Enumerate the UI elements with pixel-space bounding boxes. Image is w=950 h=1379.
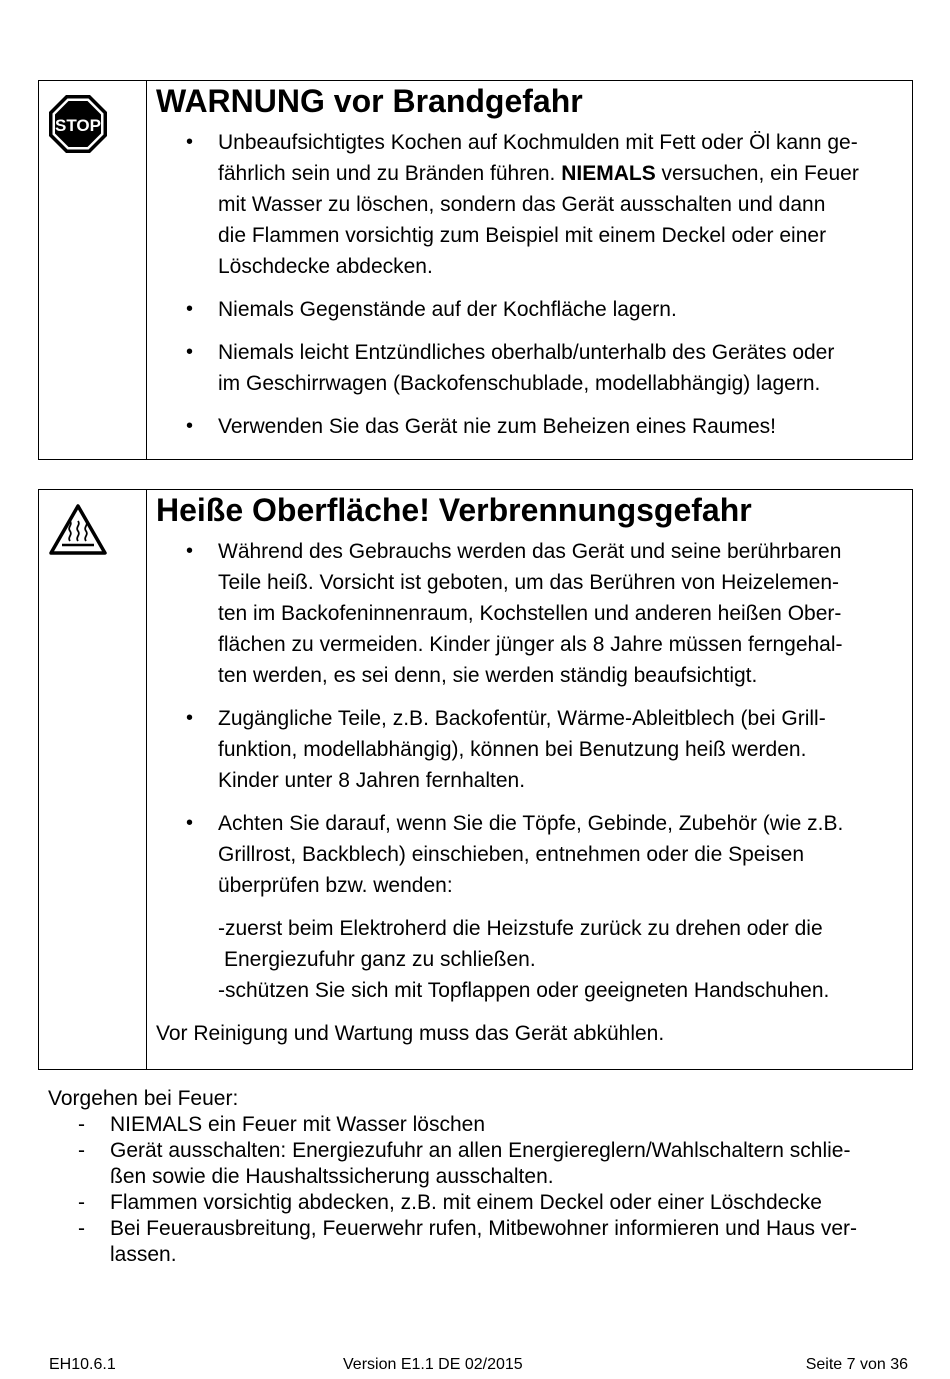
- hot-icon-column: [39, 490, 147, 1069]
- list-item: - Gerät ausschalten: Energiezufuhr an allen Energiereglern/Wahlschaltern schlie- ßen sowie die Haushaltssicherung ausschalten.: [48, 1138, 918, 1190]
- sub-instruction: -schützen Sie sich mit Topflappen oder geeigneten Handschuhen.: [218, 979, 830, 1002]
- list-item: - NIEMALS ein Feuer mit Wasser löschen: [48, 1112, 918, 1138]
- list-item: • Zugängliche Teile, z.B. Backofentür, Wärme-Ableitblech (bei Grill- funktion, modellabhängig), können bei Benutzung heiß werden. Kinder unter 8 Jahren fernhalten.: [156, 703, 912, 796]
- footer-doc-id: EH10.6.1: [49, 1356, 116, 1373]
- fire-warning-list: [156, 127, 912, 442]
- fire-warning-content: [147, 81, 912, 459]
- fire-warning-box: [38, 80, 913, 460]
- hot-surface-closing-note: Vor Reinigung und Wartung muss das Gerät abkühlen.: [156, 1022, 665, 1045]
- list-item: - Flammen vorsichtig abdecken, z.B. mit einem Deckel oder einer Löschdecke: [48, 1190, 918, 1216]
- hot-surface-title: Heiße Oberfläche! Verbrennungsgefahr: [156, 492, 752, 528]
- list-item: • Verwenden Sie das Gerät nie zum Beheizen eines Raumes!: [156, 411, 912, 442]
- list-item: • Unbeaufsichtigtes Kochen auf Kochmulden mit Fett oder Öl kann ge- fährlich sein und zu Bränden führen. NIEMALS versuchen, ein Feuer mit Wasser zu löschen, sondern das Gerät ausschalten und dann die Flammen vorsichtig zum Beispiel mit einem Deckel oder einer Löschdecke abdecken.: [156, 127, 912, 282]
- fire-warning-title: WARNUNG vor Brandgefahr: [156, 83, 583, 119]
- list-item: • Achten Sie darauf, wenn Sie die Töpfe, Gebinde, Zubehör (wie z.B. Grillrost, Backblech) einschieben, entnehmen oder die Speisen überprüfen bzw. wenden:: [156, 808, 912, 901]
- fire-procedure-heading: Vorgehen bei Feuer:: [48, 1087, 239, 1110]
- hot-surface-content: [147, 490, 912, 1069]
- list-item: • Niemals leicht Entzündliches oberhalb/unterhalb des Gerätes oder im Geschirrwagen (Backofenschublade, modellabhängig) lagern.: [156, 337, 912, 399]
- hot-surface-warning-icon: [48, 503, 108, 557]
- warning-icon-column: [39, 81, 147, 459]
- sub-instruction: Energiezufuhr ganz zu schließen.: [224, 948, 536, 971]
- list-item: • Während des Gebrauchs werden das Gerät und seine berührbaren Teile heiß. Vorsicht ist geboten, um das Berühren von Heizelemen- ten im Backofeninnenraum, Kochstellen und anderen heißen Ober- flächen zu vermeiden. Kinder jünger als 8 Jahre müssen ferngehal- ten werden, es sei denn, sie werden ständig beaufsichtigt.: [156, 536, 912, 691]
- footer-version: Version E1.1 DE 02/2015: [343, 1356, 523, 1373]
- sub-instruction: -zuerst beim Elektroherd die Heizstufe zurück zu drehen oder die: [218, 917, 823, 940]
- hot-surface-box: [38, 489, 913, 1070]
- list-item: - Bei Feuerausbreitung, Feuerwehr rufen, Mitbewohner informieren und Haus ver- lassen.: [48, 1216, 918, 1268]
- list-item: • Niemals Gegenstände auf der Kochfläche lagern.: [156, 294, 912, 325]
- hot-surface-list: [156, 536, 912, 901]
- footer-page-number: Seite 7 von 36: [805, 1356, 908, 1373]
- svg-text:STOP: STOP: [55, 116, 101, 135]
- stop-sign-icon: [48, 94, 108, 154]
- fire-procedure: [48, 1086, 918, 1268]
